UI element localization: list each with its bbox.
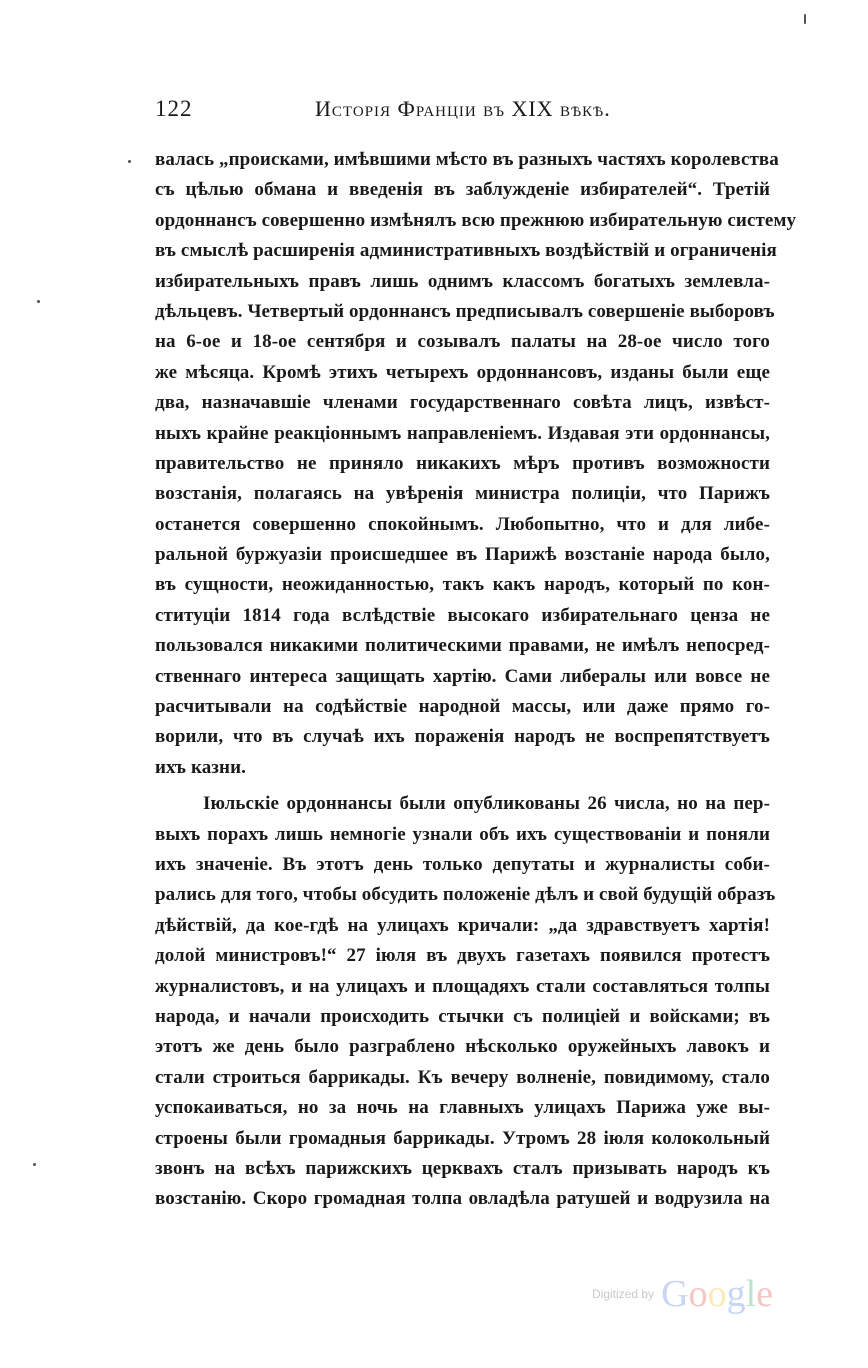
google-logo-letter: G (661, 1273, 689, 1315)
google-logo-letter: o (688, 1273, 708, 1315)
text-line: строены были громадныя баррикады. Утромъ 28 іюля колокольный (155, 1127, 770, 1149)
text-line: останется совершенно спокойнымъ. Любопытно, что и для либе- (155, 513, 770, 535)
body-text (155, 145, 797, 1215)
text-line: ральной буржуазіи происшедшее въ Парижѣ возстаніе народа было, (155, 544, 770, 566)
scan-speck (128, 160, 131, 163)
text-line: съ цѣлью обмана и введенія въ заблужденіе избирателей“. Третій (155, 179, 770, 201)
text-line: въ сущности, неожиданностью, такъ какъ народъ, который по кон- (155, 574, 770, 596)
scan-speck (804, 14, 806, 24)
running-title: Исторія Франціи въ XIX вѣкѣ. (315, 96, 611, 121)
text-line: ихъ казни. (155, 756, 246, 778)
scan-speck (33, 1163, 36, 1166)
google-logo-letter: e (756, 1273, 774, 1315)
google-logo-letter: l (745, 1273, 757, 1315)
watermark-prefix: Digitized by (592, 1287, 655, 1301)
text-line: народа, и начали происходить стычки съ полиціей и войсками; въ (155, 1005, 770, 1027)
text-line: же мѣсяца. Кромѣ этихъ четырехъ ордоннансовъ, изданы были еще (155, 361, 770, 383)
text-line: ворили, что въ случаѣ ихъ пораженія народъ не воспрепятствуетъ (155, 726, 770, 748)
google-logo-letter: o (707, 1273, 727, 1315)
text-line: этотъ же день было разграблено нѣсколько оружейныхъ лавокъ и (155, 1036, 770, 1058)
text-line: долой министровъ!“ 27 іюля въ двухъ газетахъ появился протестъ (155, 945, 770, 967)
text-line: расчитывали на содѣйствіе народной массы, или даже прямо го- (155, 696, 770, 718)
text-line: въ смыслѣ расширенія административныхъ воздѣйствій и ограниченія (155, 240, 777, 262)
text-line: Іюльскіе ордоннансы были опубликованы 26 числа, но на пер- (203, 793, 770, 815)
text-line: ственнаго интереса защищать хартію. Сами либералы или вовсе не (155, 665, 770, 687)
text-line: пользовался никакими политическими правами, не имѣлъ непосред- (155, 635, 770, 657)
paragraph-1 (155, 145, 797, 783)
text-line: возстанію. Скоро громадная толпа овладѣла ратушей и водрузила на (155, 1188, 770, 1210)
text-line: звонъ на всѣхъ парижскихъ церквахъ сталъ призывать народъ къ (155, 1157, 770, 1179)
text-line: возстанія, полагаясь на увѣренія министра полиціи, что Парижъ (155, 483, 770, 505)
text-line: ституціи 1814 года вслѣдствіе высокаго избирательнаго ценза не (155, 604, 770, 626)
text-line: два, назначавшіе членами государственнаго совѣта лицъ, извѣст- (155, 392, 770, 414)
text-line: выхъ порахъ лишь немногіе узнали объ ихъ существованіи и поняли (155, 823, 770, 845)
text-line: правительство не приняло никакихъ мѣръ противъ возможности (155, 452, 770, 474)
text-line: избирательныхъ правъ лишь однимъ классомъ богатыхъ землевла- (155, 270, 770, 292)
scan-speck (37, 300, 40, 303)
paragraph-2 (155, 789, 776, 1214)
digitized-by-google-watermark (592, 1272, 773, 1316)
text-line: ныхъ крайне реакціоннымъ направленіемъ. Издавая эти ордоннансы, (155, 422, 770, 444)
text-line: дѣльцевъ. Четвертый ордоннансъ предписывалъ совершеніе выборовъ (155, 300, 775, 322)
text-line: рались для того, чтобы обсудить положеніе дѣлъ и свой будущій образъ (155, 884, 776, 906)
text-line: журналистовъ, и на улицахъ и площадяхъ стали составляться толпы (155, 975, 770, 997)
text-line: стали строиться баррикады. Къ вечеру волненіе, повидимому, стало (155, 1066, 770, 1088)
text-line: ихъ значеніе. Въ этотъ день только депутаты и журналисты соби- (155, 853, 770, 875)
text-line: ордоннансъ совершенно измѣнялъ всю прежнюю избирательную систему (155, 209, 797, 231)
page-number: 122 (155, 96, 193, 121)
google-logo-letter: g (726, 1273, 746, 1315)
text-line: валась „происками, имѣвшими мѣсто въ разныхъ частяхъ королевства (155, 149, 779, 170)
text-line: дѣйствій, да кое-гдѣ на улицахъ кричали: „да здравствуетъ хартія! (155, 914, 770, 936)
page-header (155, 96, 770, 128)
google-logo (661, 1273, 773, 1315)
text-line: на 6-ое и 18-ое сентября и созывалъ палаты на 28-ое число того (155, 331, 770, 353)
text-line: успокаиваться, но за ночь на главныхъ улицахъ Парижа уже вы- (155, 1097, 770, 1119)
